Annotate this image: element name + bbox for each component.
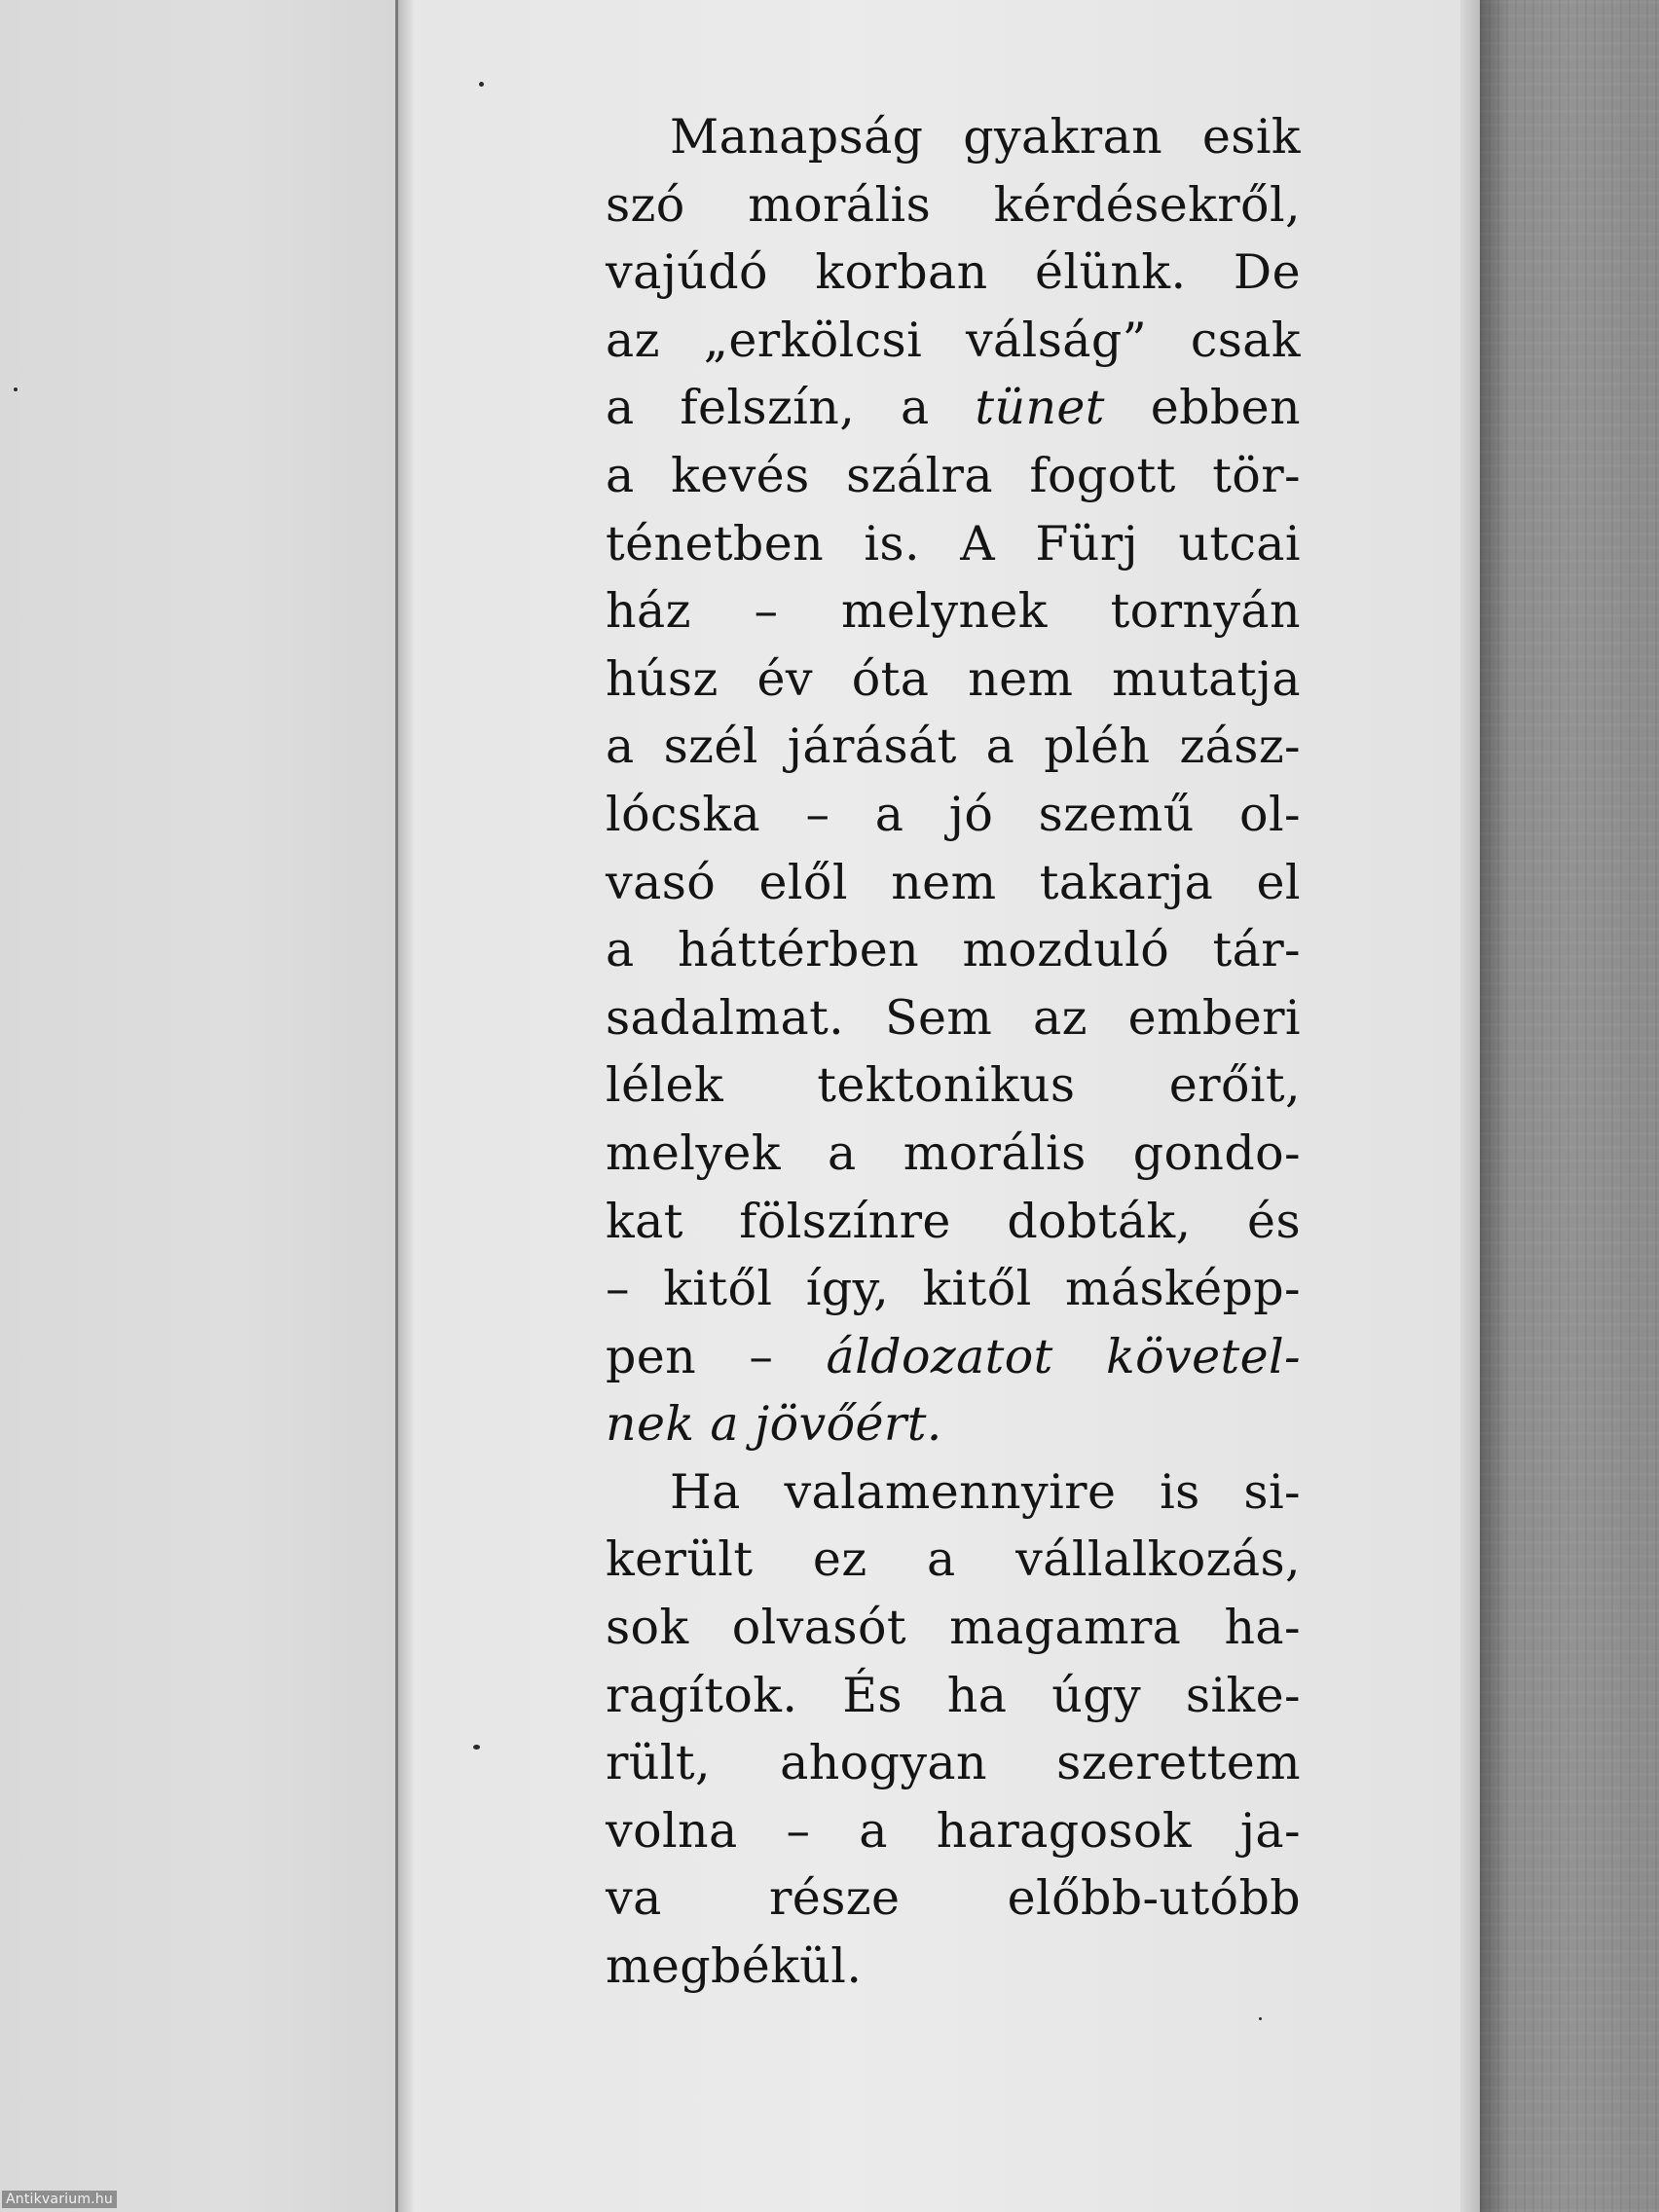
text-line: húsz év óta nem mutatja xyxy=(606,650,1301,707)
left-page-leaf xyxy=(0,0,397,2212)
text-line: melyek a morális gondo- xyxy=(606,1124,1301,1181)
text-line: megbékül. xyxy=(606,1938,863,1995)
body-text xyxy=(606,103,1301,2001)
text-line: ház – melynek tornyán xyxy=(606,583,1301,640)
fold-shadow xyxy=(398,0,414,2212)
text-line: lélek tektonikus erőit, xyxy=(606,1057,1301,1114)
text-line: Manapság gyakran esik xyxy=(670,109,1301,165)
watermark: Antikvarium.hu xyxy=(2,2191,117,2208)
board-shadow xyxy=(1480,0,1509,2212)
italic-phrase: áldozatot követel- xyxy=(826,1328,1301,1384)
italic-phrase: nek a jövőért. xyxy=(606,1396,942,1453)
text-segment: pen – xyxy=(606,1328,827,1384)
text-line: ragítok. És ha úgy sike- xyxy=(606,1667,1301,1723)
text-line: vasó elől nem takarja el xyxy=(606,854,1301,910)
text-line: szó morális kérdésekről, xyxy=(606,176,1301,233)
text-line: sok olvasót magamra ha- xyxy=(606,1600,1301,1656)
text-line: volna – a haragosok ja- xyxy=(606,1802,1301,1859)
text-line: a kevés szálra fogott tör- xyxy=(606,447,1301,503)
text-segment: ebben xyxy=(1104,380,1301,436)
text-segment: a felszín, a xyxy=(606,380,976,436)
text-line: kat fölszínre dobták, és xyxy=(606,1193,1301,1249)
text-line: Ha valamennyire is si- xyxy=(670,1463,1301,1520)
text-line: lócska – a jó szemű ol- xyxy=(606,786,1301,842)
text-line: ténetben is. A Fürj utcai xyxy=(606,515,1301,571)
text-line: rült, ahogyan szerettem xyxy=(606,1735,1301,1791)
text-line: a szél járását a pléh zász- xyxy=(606,719,1301,775)
paragraph-1 xyxy=(606,103,1301,1458)
text-line: – kitől így, kitől másképp- xyxy=(606,1261,1301,1317)
text-line: került ez a vállalkozás, xyxy=(606,1531,1301,1588)
text-line-italic xyxy=(606,1390,1301,1458)
text-line-with-italic xyxy=(606,1323,1301,1391)
text-line: vajúdó korban élünk. De xyxy=(606,244,1301,301)
text-line: va része előbb-utóbb xyxy=(606,1870,1301,1927)
text-line: az „erkölcsi válság” csak xyxy=(606,312,1301,368)
page-edge xyxy=(1460,0,1480,2212)
italic-word-tunet: tünet xyxy=(975,380,1105,436)
text-line: a háttérben mozduló tár- xyxy=(606,922,1301,978)
text-line-with-italic xyxy=(606,374,1301,442)
text-line: sadalmat. Sem az emberi xyxy=(606,989,1301,1046)
paragraph-2 xyxy=(606,1458,1301,2001)
